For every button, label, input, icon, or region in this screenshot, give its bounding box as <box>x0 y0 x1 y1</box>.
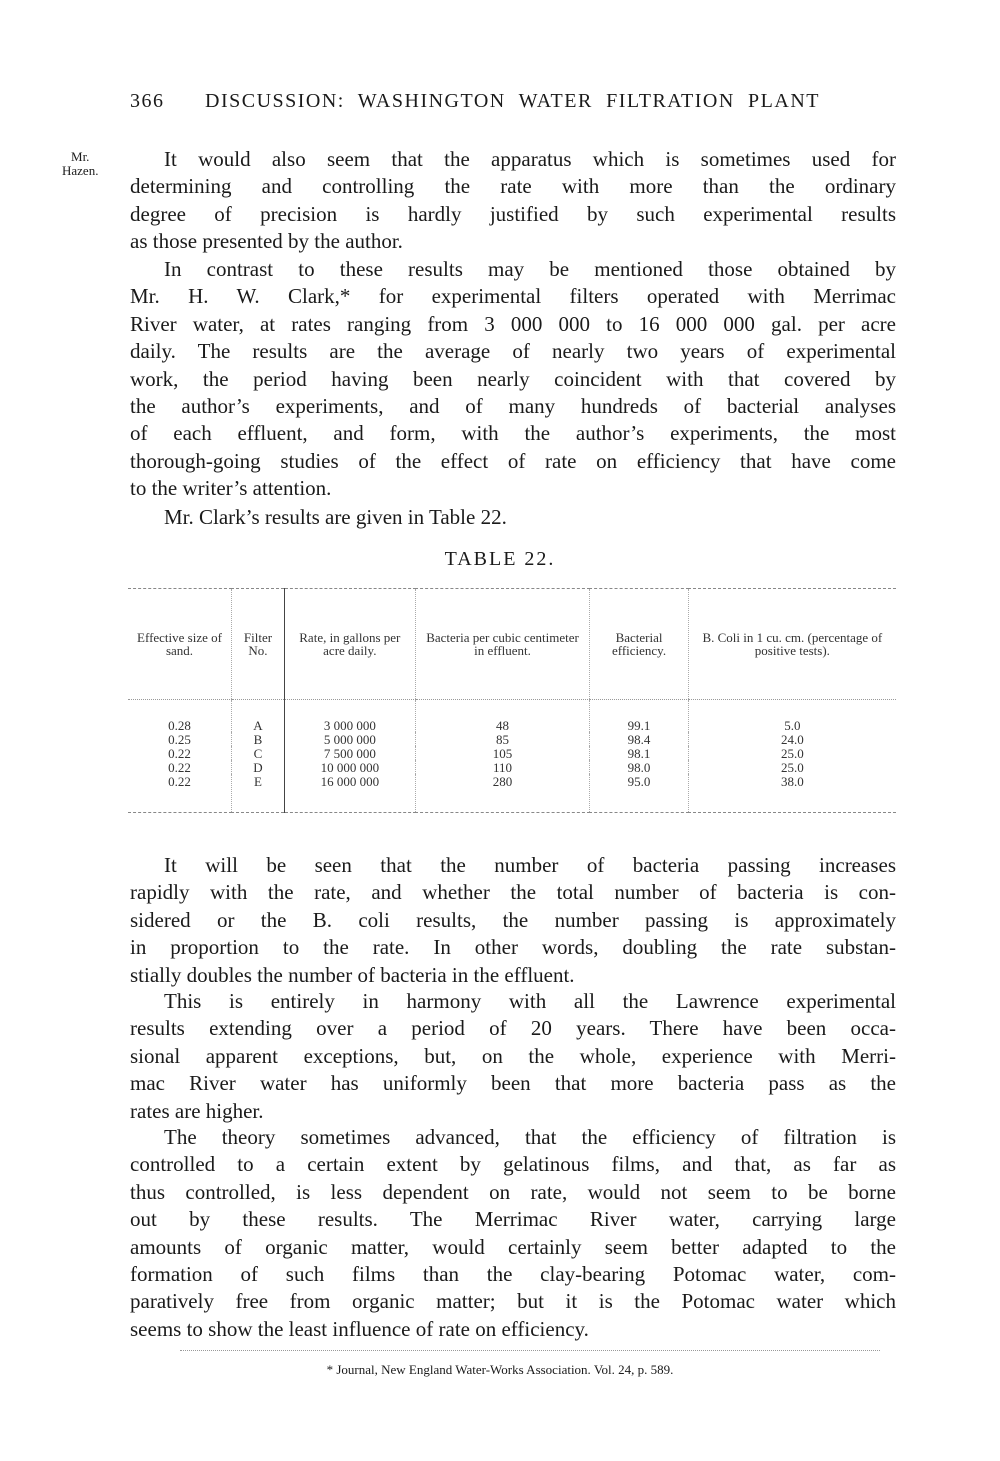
table-cell: 24.0 <box>688 732 896 746</box>
text-line: This is entirely in harmony with all the Lawrence experimental <box>164 989 896 1013</box>
table-row <box>128 746 896 760</box>
running-title: DISCUSSION: WASHINGTON WATER FILTRATION PLANT <box>205 90 820 112</box>
table-title: TABLE 22. <box>444 548 556 570</box>
text-line: work, the period having been nearly coincident with that covered by <box>130 366 896 391</box>
text-line: as those presented by the author. <box>130 229 403 254</box>
table-cell: 0.22 <box>168 745 191 761</box>
text-line: results extending over a period of 20 years. There have been occa- <box>130 1016 896 1041</box>
text-line: It will be seen that the number of bacteria passing increases <box>164 853 896 877</box>
table-row <box>128 774 896 813</box>
table-cell: B <box>232 732 285 746</box>
text-line: the author’s experiments, and of many hundreds of bacterial analyses <box>130 393 896 418</box>
table-cell: 7 500 000 <box>284 746 415 760</box>
column-header: Bacterial efficiency. <box>590 589 688 700</box>
text-line: River water, at rates ranging from 3 000 000 to 16 000 000 gal. per acre <box>130 311 896 336</box>
text-line: mac River water has uniformly been that more bacteria pass as the <box>130 1071 896 1096</box>
table-cell: 98.0 <box>590 760 688 774</box>
table-cell: 105 <box>415 746 590 760</box>
table-cell: 0.22 <box>168 759 191 775</box>
text-line: determining and controlling the rate with more than the ordinary <box>130 174 896 199</box>
table-cell: 5 000 000 <box>284 732 415 746</box>
table-cell: D <box>232 760 285 774</box>
table-cell: 48 <box>415 700 590 733</box>
text-line: It would also seem that the apparatus which is sometimes used for <box>164 147 896 171</box>
table-cell: A <box>232 700 285 733</box>
text-line: controlled to a certain extent by gelatinous films, and that, as far as <box>130 1152 896 1177</box>
footnote: * Journal, New England Water-Works Association. Vol. 24, p. 589. <box>326 1362 674 1377</box>
text-line: Mr. Clark’s results are given in Table 22. <box>164 505 507 529</box>
table-cell: 25.0 <box>688 760 896 774</box>
text-line: rates are higher. <box>130 1098 264 1123</box>
text-line: Mr. H. W. Clark,* for experimental filters operated with Merrimac <box>130 284 896 309</box>
table-cell: C <box>232 746 285 760</box>
table-cell: 95.0 <box>590 774 688 813</box>
text-line: thorough-going studies of the effect of rate on efficiency that have come <box>130 448 896 473</box>
text-line: The theory sometimes advanced, that the efficiency of filtration is <box>164 1125 896 1149</box>
text-line: degree of precision is hardly justified by such experimental results <box>130 201 896 226</box>
column-header: Rate, in gallons per acre daily. <box>284 589 415 700</box>
table-cell: 38.0 <box>688 774 896 813</box>
table-row <box>128 760 896 774</box>
text-line: paratively free from organic matter; but it is the Potomac water which <box>130 1289 896 1314</box>
table-cell: 85 <box>415 732 590 746</box>
table-cell: 110 <box>415 760 590 774</box>
text-line: sidered or the B. coli results, the number passing is approximately <box>130 907 896 932</box>
text-line: In contrast to these results may be mentioned those obtained by <box>164 257 896 281</box>
text-line: amounts of organic matter, would certainly seem better adapted to the <box>130 1234 896 1259</box>
column-header: Bacteria per cubic centimeter in effluent. <box>415 589 590 700</box>
side-note-name: Hazen. <box>62 163 99 178</box>
table-cell: 0.28 <box>168 717 191 733</box>
table-row <box>128 700 896 733</box>
table-cell: 99.1 <box>590 700 688 733</box>
text-line: stially doubles the number of bacteria in the effluent. <box>130 962 575 987</box>
side-note <box>62 150 98 178</box>
footnote-rule <box>180 1350 880 1351</box>
table-cell: 0.22 <box>168 773 191 789</box>
text-line: rapidly with the rate, and whether the total number of bacteria is con- <box>130 880 896 905</box>
table-cell: 280 <box>415 774 590 813</box>
text-line: in proportion to the rate. In other words, doubling the rate substan- <box>130 935 896 960</box>
paragraph <box>130 988 896 1125</box>
paragraph <box>130 256 896 503</box>
table-cell: 98.4 <box>590 732 688 746</box>
data-table <box>128 588 896 813</box>
table-cell: 3 000 000 <box>284 700 415 733</box>
text-line: daily. The results are the average of nearly two years of experimental <box>130 339 896 364</box>
column-header: Effective size of sand. <box>128 589 232 700</box>
table-cell: E <box>232 774 285 813</box>
column-header: B. Coli in 1 cu. cm. (percentage of positive tests). <box>688 589 896 700</box>
paragraph <box>130 504 896 531</box>
text-line: to the writer’s attention. <box>130 476 332 501</box>
side-note-title: Mr. <box>71 149 90 164</box>
column-header: Filter No. <box>232 589 285 700</box>
table-cell: 10 000 000 <box>284 760 415 774</box>
table-cell: 98.1 <box>590 746 688 760</box>
paragraph <box>130 852 896 989</box>
table-cell: 16 000 000 <box>284 774 415 813</box>
table-cell: 0.25 <box>168 731 191 747</box>
text-line: out by these results. The Merrimac River water, carrying large <box>130 1207 896 1232</box>
page-number: 366 <box>130 90 165 112</box>
text-line: sional apparent exceptions, but, on the whole, experience with Merri- <box>130 1043 896 1068</box>
table-cell: 25.0 <box>688 746 896 760</box>
paragraph <box>130 146 896 256</box>
paragraph <box>130 1124 896 1343</box>
text-line: seems to show the least influence of rate on efficiency. <box>130 1316 589 1341</box>
text-line: thus controlled, is less dependent on rate, would not seem to be borne <box>130 1179 896 1204</box>
table-header-row <box>128 589 896 700</box>
table-cell: 5.0 <box>688 700 896 733</box>
text-line: of each effluent, and form, with the author’s experiments, the most <box>130 421 896 446</box>
text-line: formation of such films than the clay-bearing Potomac water, com- <box>130 1261 896 1286</box>
table-row <box>128 732 896 746</box>
